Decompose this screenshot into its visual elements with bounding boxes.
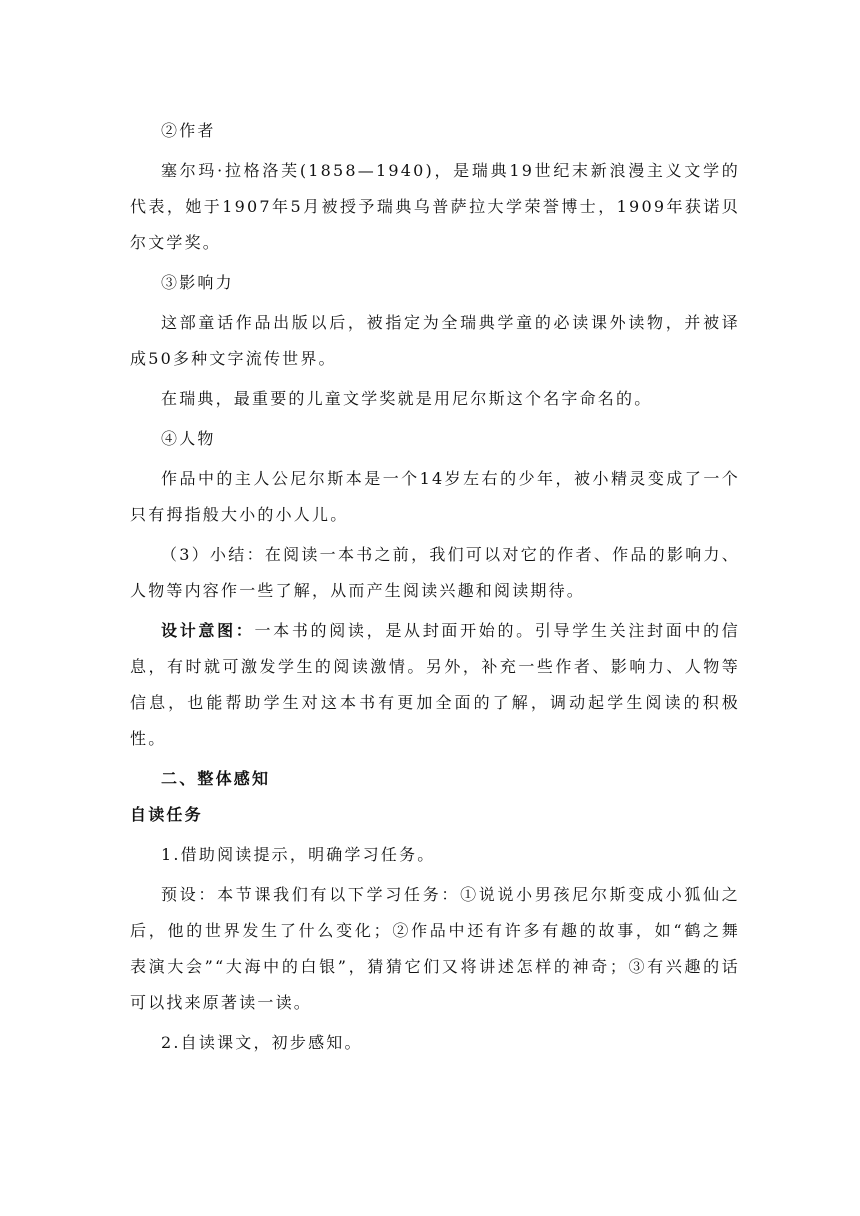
summary-paragraph: （3）小结：在阅读一本书之前，我们可以对它的作者、作品的影响力、人物等内容作一些了解，从而产生阅读兴趣和阅读期待。 [130,545,740,600]
design-intent-paragraph [130,613,740,757]
character-paragraph: 作品中的主人公尼尔斯本是一个14岁左右的少年，被小精灵变成了一个只有拇指般大小的小人儿。 [130,469,740,524]
document-body [130,113,740,1061]
section-heading: 二、整体感知 [161,769,271,788]
author-heading: ②作者 [161,121,216,140]
design-intent-label: 设计意图： [161,621,255,640]
task-heading: 自读任务 [130,805,203,824]
task-item-1: 1.借助阅读提示，明确学习任务。 [161,845,436,864]
influence-heading: ③影响力 [161,273,234,292]
preset-paragraph: 预设：本节课我们有以下学习任务：①说说小男孩尼尔斯变成小狐仙之后，他的世界发生了什么变化；②作品中还有许多有趣的故事，如“鹤之舞表演大会”“大海中的白银”，猜猜它们又将讲述怎样的神奇；③有兴趣的话可以找来原著读一读。 [130,885,740,1012]
influence-paragraph-1: 这部童话作品出版以后，被指定为全瑞典学童的必读课外读物，并被译成50多种文字流传世界。 [130,313,740,368]
design-intent-text: 一本书的阅读，是从封面开始的。引导学生关注封面中的信息，有时就可激发学生的阅读激情。另外，补充一些作者、影响力、人物等信息，也能帮助学生对这本书有更加全面的了解，调动起学生阅读的积极性。 [130,621,740,748]
task-item-2: 2.自读课文，初步感知。 [161,1033,363,1052]
influence-paragraph-2: 在瑞典，最重要的儿童文学奖就是用尼尔斯这个名字命名的。 [161,389,653,408]
author-paragraph: 塞尔玛·拉格洛芙(1858—1940)，是瑞典19世纪末新浪漫主义文学的代表，她于1907年5月被授予瑞典乌普萨拉大学荣誉博士，1909年获诺贝尔文学奖。 [130,161,740,252]
character-heading: ④人物 [161,429,216,448]
